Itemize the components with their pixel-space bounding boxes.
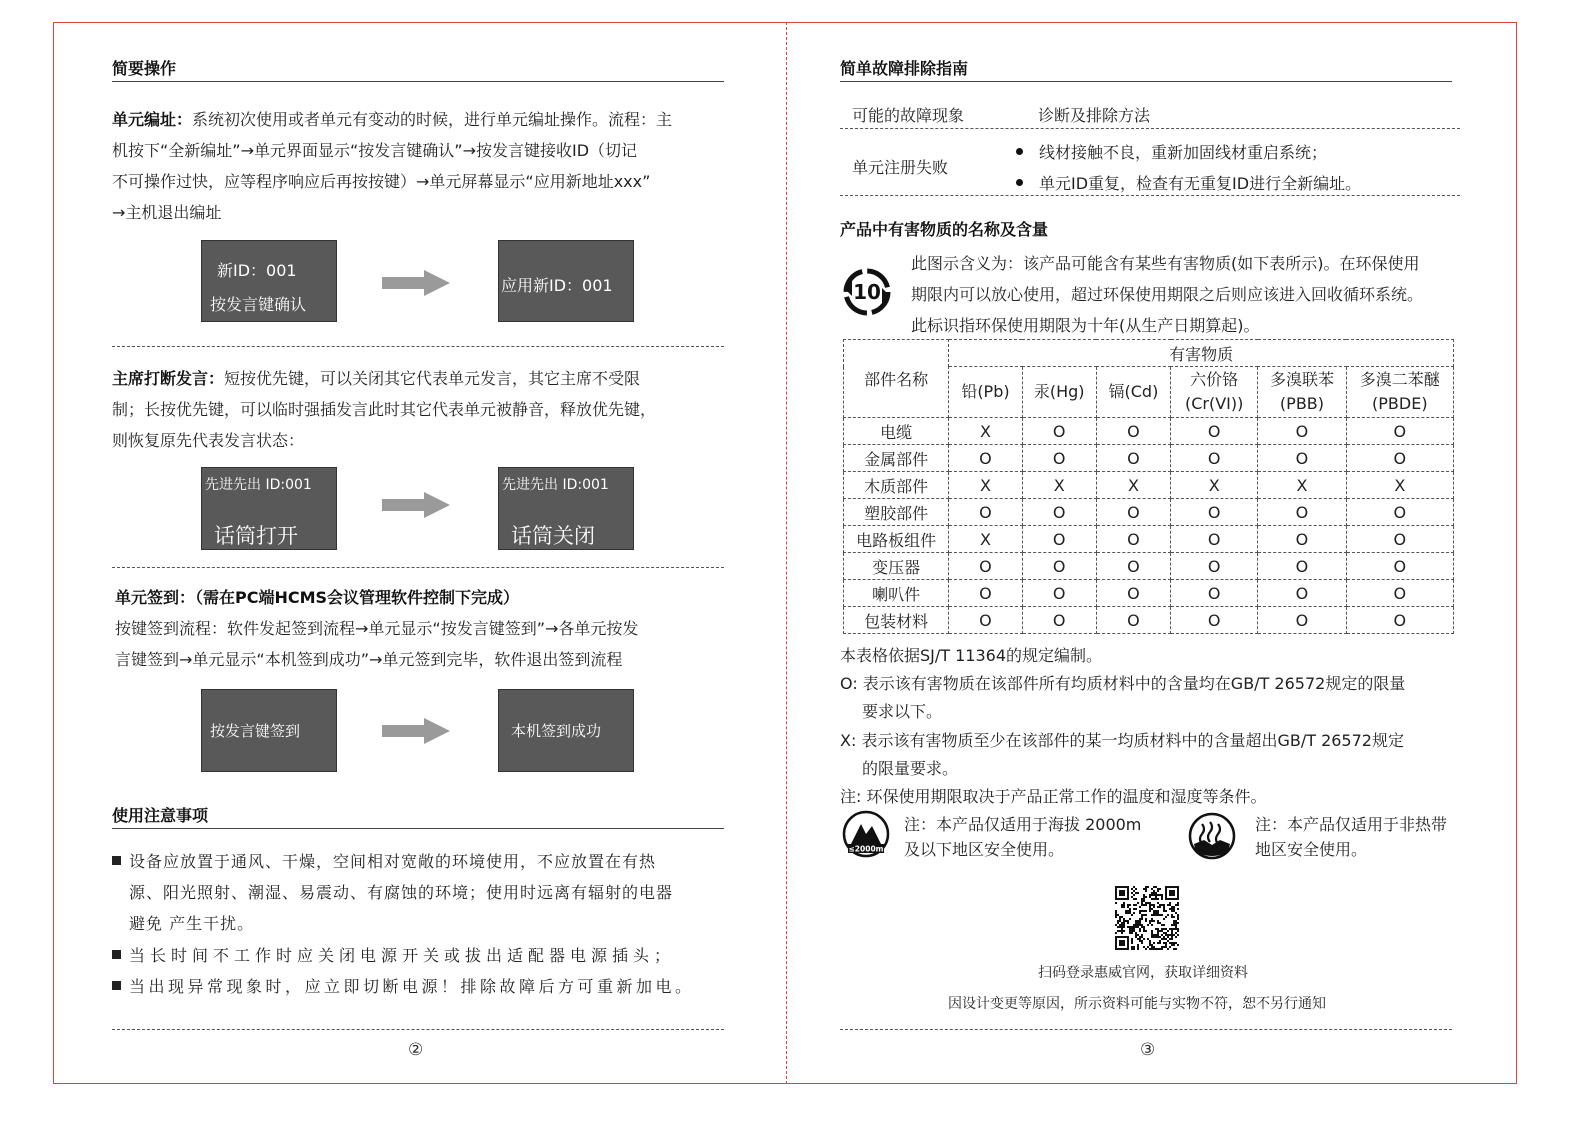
substance-value-cell: X — [1022, 472, 1096, 499]
part-name-cell: 电路板组件 — [844, 526, 949, 553]
substance-value-cell: O — [949, 445, 1022, 472]
header-part-name: 部件名称 — [844, 340, 949, 418]
unit-addressing-text — [112, 104, 752, 228]
precaution-item-2 — [112, 940, 675, 971]
precautions-title: 使用注意事项 — [112, 806, 209, 825]
text-line: 短按优先键，可以关闭其它代表单元发言，其它主席不受限 — [224, 369, 641, 388]
text-line: 线材接触不良，重新加固线材重启系统； — [1039, 143, 1328, 162]
text-line: 及以下地区安全使用。 — [904, 840, 1065, 859]
substance-symbol: (PBDE) — [1372, 394, 1428, 413]
substance-value-cell: O — [1096, 553, 1170, 580]
table-row — [844, 553, 1454, 580]
trouble-symptom: 单元注册失败 — [852, 158, 949, 177]
trouble-fix-1 — [1016, 140, 1327, 163]
text-line: 源、阳光照射、潮湿、易震动、有腐蚀的环境；使用时远离有辐射的电器 — [129, 883, 674, 902]
arrow-right-icon — [382, 270, 452, 296]
hazard-table — [843, 339, 1454, 634]
x-note-line-1: X: 表示该有害物质至少在该部件的某一均质材料中的含量超出GB/T 26572规定 — [840, 731, 1404, 750]
lcd-screen-sign-success — [498, 689, 634, 772]
substance-value-cell: O — [1096, 526, 1170, 553]
left-page-title: 简要操作 — [112, 59, 177, 78]
text-line: 制；长按优先键，可以临时强插发言此时其它代表单元被静音，释放优先键， — [112, 400, 657, 419]
substance-value-cell: O — [1171, 418, 1258, 445]
header-substance — [1346, 367, 1453, 418]
substance-name: 镉(Cd) — [1108, 382, 1159, 401]
part-name-cell: 变压器 — [844, 553, 949, 580]
substance-name: 汞(Hg) — [1033, 382, 1085, 401]
substance-value-cell: O — [1171, 526, 1258, 553]
arrow-right-icon — [382, 492, 452, 518]
bullet-square-icon — [112, 856, 121, 865]
header-substance — [1022, 367, 1096, 418]
dashed-divider — [112, 1029, 724, 1030]
substance-value-cell: X — [949, 472, 1022, 499]
unit-addressing-label: 单元编址： — [112, 110, 193, 129]
text-line: 则恢复原先代表发言状态： — [112, 431, 305, 450]
substance-value-cell: O — [1346, 607, 1453, 634]
title-rule — [840, 81, 1452, 82]
substance-symbol: (Cr(VI)) — [1184, 394, 1244, 413]
non-tropical-icon — [1188, 812, 1236, 860]
substance-value-cell: O — [1022, 553, 1096, 580]
precaution-item-3 — [112, 971, 695, 1002]
text-line: 按键签到流程：软件发起签到流程→单元显示“按发言键签到”→各单元按发 — [115, 619, 639, 638]
lcd-text: 话筒关闭 — [511, 524, 595, 548]
text-line: 言键签到→单元显示“本机签到成功”→单元签到完毕，软件退出签到流程 — [115, 650, 623, 669]
substance-value-cell: O — [949, 580, 1022, 607]
lcd-text: 本机签到成功 — [511, 722, 602, 740]
text-line: 当出现异常现象时，应立即切断电源！排除故障后方可重新加电。 — [129, 977, 695, 996]
text-line: 机按下“全新编址”→单元界面显示“按发言键确认”→按发言键接收ID（切记 — [112, 141, 638, 160]
title-rule — [112, 828, 724, 829]
substance-value-cell: O — [1346, 499, 1453, 526]
substance-value-cell: O — [1346, 580, 1453, 607]
substance-value-cell: O — [949, 553, 1022, 580]
lcd-text: 按发言键确认 — [210, 295, 307, 314]
table-row — [844, 472, 1454, 499]
eco-period-number: 10 — [853, 280, 881, 304]
dashed-divider — [112, 346, 724, 347]
unit-signin-text — [115, 582, 755, 675]
lcd-screen-new-id — [201, 240, 337, 322]
substance-name: 六价铬 — [1190, 370, 1239, 389]
substance-value-cell: O — [1258, 553, 1346, 580]
header-substance — [1258, 367, 1346, 418]
substance-value-cell: O — [1258, 499, 1346, 526]
bullet-square-icon — [112, 950, 121, 959]
qr-code-icon[interactable] — [1115, 886, 1179, 950]
hazard-title: 产品中有害物质的名称及含量 — [840, 220, 1049, 239]
lcd-text: 新ID：001 — [217, 261, 297, 280]
text-line: 不可操作过快，应等程序响应后再按按键）→单元屏幕显示“应用新地址xxx” — [112, 172, 651, 191]
substance-value-cell: X — [1096, 472, 1170, 499]
table-row — [844, 418, 1454, 445]
substance-value-cell: O — [1022, 526, 1096, 553]
title-rule — [112, 81, 724, 82]
substance-value-cell: O — [1171, 553, 1258, 580]
lcd-screen-press-to-sign — [201, 689, 337, 772]
substance-value-cell: O — [1096, 499, 1170, 526]
text-line: 此图示含义为：该产品可能含有某些有害物质(如下表所示)。在环保使用 — [911, 254, 1420, 273]
substance-value-cell: X — [949, 526, 1022, 553]
substance-value-cell: X — [1258, 472, 1346, 499]
part-name-cell: 塑胶部件 — [844, 499, 949, 526]
header-hazardous-substances: 有害物质 — [949, 340, 1454, 367]
altitude-note — [904, 812, 1141, 862]
substance-value-cell: O — [1022, 499, 1096, 526]
text-line: 避免 产生干扰。 — [129, 914, 255, 933]
period-note: 注: 环保使用期限取决于产品正常工作的温度和湿度等条件。 — [840, 787, 1267, 806]
part-name-cell: 包装材料 — [844, 607, 949, 634]
substance-value-cell: O — [1346, 526, 1453, 553]
lcd-screen-mic-off — [498, 467, 634, 550]
page-number-right: ③ — [1140, 1040, 1156, 1060]
precaution-item-1 — [112, 846, 732, 939]
trouble-col-method: 诊断及排除方法 — [1038, 106, 1151, 125]
substance-value-cell: O — [1171, 607, 1258, 634]
bullet-dot-icon — [1016, 148, 1023, 155]
header-substance — [949, 367, 1022, 418]
text-line: 设备应放置于通风、干燥，空间相对宽敞的环境使用，不应放置在有热 — [129, 852, 657, 871]
substance-value-cell: O — [1171, 580, 1258, 607]
page-number-left: ② — [408, 1040, 424, 1060]
substance-name: 多溴二苯醚 — [1359, 370, 1440, 389]
table-row — [844, 499, 1454, 526]
text-line: 注：本产品仅适用于非热带 — [1255, 815, 1448, 834]
trouble-col-symptom: 可能的故障现象 — [852, 106, 965, 125]
substance-value-cell: O — [1096, 580, 1170, 607]
hazard-description — [911, 248, 1471, 341]
substance-value-cell: O — [1096, 607, 1170, 634]
substance-value-cell: O — [1022, 580, 1096, 607]
substance-value-cell: O — [1258, 526, 1346, 553]
table-row — [844, 607, 1454, 634]
substance-value-cell: O — [949, 607, 1022, 634]
substance-value-cell: O — [1258, 607, 1346, 634]
altitude-icon-label: ≤2000m — [848, 844, 884, 854]
fold-line — [786, 22, 787, 1084]
text-line: 地区安全使用。 — [1255, 840, 1368, 859]
tropical-note — [1255, 812, 1447, 862]
header-substance — [1096, 367, 1170, 418]
lcd-text: 按发言键签到 — [210, 722, 301, 740]
table-row — [844, 526, 1454, 553]
substance-value-cell: O — [1171, 499, 1258, 526]
lcd-screen-mic-on — [201, 467, 337, 550]
substance-value-cell: O — [1346, 418, 1453, 445]
table-row — [844, 580, 1454, 607]
text-line: 此标识指环保使用期限为十年(从生产日期算起)。 — [911, 316, 1260, 335]
o-note-line-1: O: 表示该有害物质在该部件所有均质材料中的含量均在GB/T 26572规定的限量 — [840, 674, 1406, 693]
eco-period-10-icon — [841, 266, 893, 318]
lcd-text: 先进先出 ID:001 — [502, 477, 609, 493]
substance-name: 多溴联苯 — [1269, 370, 1334, 389]
substance-value-cell: X — [1346, 472, 1453, 499]
substance-value-cell: O — [1022, 445, 1096, 472]
trouble-title: 简单故障排除指南 — [840, 59, 969, 78]
dashed-divider — [112, 567, 724, 568]
substance-value-cell: X — [1171, 472, 1258, 499]
text-line: 单元ID重复，检查有无重复ID进行全新编址。 — [1039, 174, 1362, 193]
substance-value-cell: O — [1022, 607, 1096, 634]
disclaimer: 因设计变更等原因，所示资料可能与实物不符，恕不另行通知 — [948, 996, 1326, 1012]
altitude-mountain-icon — [842, 810, 890, 858]
substance-value-cell: O — [1171, 445, 1258, 472]
bullet-dot-icon — [1016, 179, 1023, 186]
substance-value-cell: O — [1258, 580, 1346, 607]
chairman-interrupt-text — [112, 363, 752, 456]
text-line: 期限内可以放心使用，超过环保使用期限之后则应该进入回收循环系统。 — [911, 285, 1424, 304]
unit-signin-label: 单元签到：（需在PC端HCMS会议管理软件控制下完成） — [115, 588, 520, 607]
text-line: 当长时间不工作时应关闭电源开关或拔出适配器电源插头； — [129, 946, 676, 965]
substance-value-cell: O — [1346, 553, 1453, 580]
part-name-cell: 金属部件 — [844, 445, 949, 472]
lcd-screen-applied-id — [498, 240, 634, 322]
x-note-line-2: 的限量要求。 — [862, 759, 959, 778]
text-line: 系统初次使用或者单元有变动的时候，进行单元编址操作。流程：主 — [192, 110, 673, 129]
dashed-divider — [840, 1029, 1452, 1030]
arrow-right-icon — [382, 718, 452, 744]
substance-value-cell: O — [1346, 445, 1453, 472]
bullet-square-icon — [112, 981, 121, 990]
text-line: 注：本产品仅适用于海拔 2000m — [904, 815, 1142, 834]
table-row — [844, 445, 1454, 472]
text-line: →主机退出编址 — [112, 203, 222, 222]
substance-value-cell: O — [1096, 418, 1170, 445]
lcd-text: 应用新ID：001 — [501, 276, 613, 295]
substance-name: 铅(Pb) — [961, 382, 1010, 401]
dashed-divider — [840, 128, 1460, 129]
substance-value-cell: O — [1096, 445, 1170, 472]
trouble-fix-2 — [1016, 171, 1361, 194]
part-name-cell: 电缆 — [844, 418, 949, 445]
part-name-cell: 喇叭件 — [844, 580, 949, 607]
part-name-cell: 木质部件 — [844, 472, 949, 499]
o-note-line-2: 要求以下。 — [862, 702, 943, 721]
substance-symbol: (PBB) — [1279, 394, 1325, 413]
qr-caption: 扫码登录惠威官网，获取详细资料 — [1038, 965, 1248, 981]
substance-value-cell: O — [1258, 445, 1346, 472]
lcd-text: 先进先出 ID:001 — [205, 477, 312, 493]
chairman-interrupt-label: 主席打断发言： — [112, 369, 225, 388]
substance-value-cell: O — [1258, 418, 1346, 445]
lcd-text: 话筒打开 — [214, 524, 298, 548]
substance-value-cell: O — [949, 499, 1022, 526]
table-basis: 本表格依据SJ/T 11364的规定编制。 — [840, 646, 1103, 665]
substance-value-cell: X — [949, 418, 1022, 445]
substance-value-cell: O — [1022, 418, 1096, 445]
header-substance — [1171, 367, 1258, 418]
dashed-divider — [840, 195, 1460, 196]
